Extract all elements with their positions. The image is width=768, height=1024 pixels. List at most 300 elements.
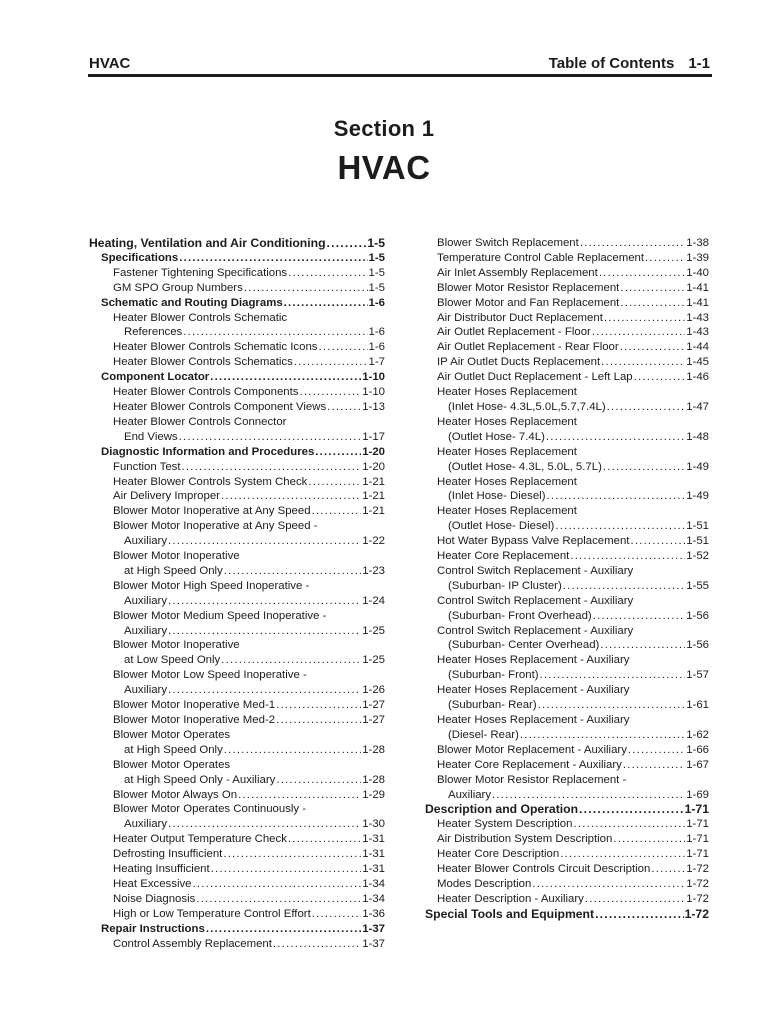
toc-entry-page: 1-6: [368, 326, 385, 339]
toc-entry: [425, 460, 709, 475]
toc-entry: [425, 445, 709, 460]
toc-entry-page: 1-37: [362, 937, 385, 950]
toc-entry-page: 1-24: [362, 594, 385, 607]
toc-entry-title: Blower Motor High Speed Inoperative -: [113, 579, 310, 592]
toc-entry: [425, 877, 709, 892]
toc-entry-title: Heat Excessive: [113, 877, 192, 890]
toc-entry-title: End Views: [124, 430, 178, 443]
toc-leader-dots: [620, 281, 685, 296]
toc-entry-page: 1-49: [686, 490, 709, 503]
toc-entry-title: Control Switch Replacement - Auxiliary: [437, 594, 634, 607]
toc-entry-title: Control Switch Replacement - Auxiliary: [437, 624, 634, 637]
toc-leader-dots: [555, 519, 685, 534]
toc-leader-dots: [238, 788, 361, 803]
toc-leader-dots: [546, 430, 685, 445]
toc-entry-title: (Suburban- Front Overhead): [448, 609, 592, 622]
toc-entry-title: Fastener Tightening Specifications: [113, 266, 288, 279]
toc-leader-dots: [580, 236, 685, 251]
toc-entry: [425, 430, 709, 445]
toc-leader-dots: [579, 802, 684, 817]
toc-entry: [425, 489, 709, 504]
toc-leader-dots: [560, 847, 685, 862]
toc-leader-dots: [182, 460, 362, 475]
toc-leader-dots: [284, 296, 368, 311]
toc-entry: [89, 922, 385, 937]
toc-entry-title: Heater Blower Controls Schematic Icons: [113, 341, 318, 354]
toc-entry-page: 1-6: [368, 296, 385, 309]
toc-entry: [89, 773, 385, 788]
toc-leader-dots: [276, 698, 361, 713]
toc-entry: [425, 311, 709, 326]
toc-entry-title: Heater Blower Controls Schematics: [113, 356, 293, 369]
toc-entry-page: 1-36: [362, 907, 385, 920]
toc-leader-dots: [620, 296, 685, 311]
toc-entry-title: Blower Motor Operates Continuously -: [113, 803, 307, 816]
toc-leader-dots: [563, 579, 685, 594]
toc-entry: [425, 907, 709, 922]
toc-entry-page: 1-20: [362, 460, 385, 473]
toc-entry: [425, 683, 709, 698]
toc-entry-page: 1-34: [362, 892, 385, 905]
toc-entry-page: 1-72: [686, 863, 709, 876]
toc-entry-title: Heater Hoses Replacement: [437, 386, 577, 399]
toc-entry-title: Special Tools and Equipment: [425, 906, 595, 921]
toc-entry-page: 1-48: [686, 430, 709, 443]
toc-leader-dots: [221, 489, 361, 504]
toc-entry: [425, 475, 709, 490]
toc-leader-dots: [604, 311, 685, 326]
toc-entry-title: (Suburban- Rear): [448, 699, 537, 712]
toc-entry-title: References: [124, 326, 183, 339]
toc-entry-page: 1-52: [686, 550, 709, 563]
toc-leader-dots: [603, 460, 685, 475]
toc-entry: [89, 311, 385, 326]
toc-entry-title: Blower Motor Medium Speed Inoperative -: [113, 609, 327, 622]
toc-leader-dots: [168, 683, 361, 698]
toc-entry-title: Heater Hoses Replacement: [437, 445, 577, 458]
toc-leader-dots: [593, 609, 685, 624]
toc-entry-page: 1-55: [686, 579, 709, 592]
toc-entry: [89, 445, 385, 460]
toc-entry-title: Heater Blower Controls Components: [113, 386, 299, 399]
toc-entry: [89, 236, 385, 251]
toc-leader-dots: [651, 862, 685, 877]
toc-entry-page: 1-25: [362, 654, 385, 667]
toc-leader-dots: [294, 355, 368, 370]
toc-entry: [425, 385, 709, 400]
toc-entry-title: Heater Hoses Replacement - Auxiliary: [437, 714, 630, 726]
toc-leader-dots: [600, 638, 685, 653]
toc-entry-title: Control Assembly Replacement: [113, 937, 272, 950]
toc-entry: [89, 728, 385, 743]
toc-entry-title: Heater System Description: [437, 818, 573, 831]
toc-entry-title: IP Air Outlet Ducts Replacement: [437, 356, 601, 369]
toc-leader-dots: [288, 832, 361, 847]
toc-entry: [425, 251, 709, 266]
toc-entry: [425, 400, 709, 415]
toc-entry: [425, 847, 709, 862]
toc-entry-title: Auxiliary: [448, 788, 492, 801]
toc-leader-dots: [276, 713, 361, 728]
toc-entry-title: Function Test: [113, 460, 181, 473]
toc-entry: [89, 713, 385, 728]
toc-entry: [425, 266, 709, 281]
section-title: HVAC: [337, 149, 431, 186]
toc-entry-page: 1-66: [686, 743, 709, 756]
toc-entry-title: Auxiliary: [124, 624, 168, 637]
toc-entry-title: Heater Blower Controls Component Views: [113, 400, 327, 413]
toc-leader-dots: [645, 251, 685, 266]
toc-entry: [425, 534, 709, 549]
toc-entry-title: Repair Instructions: [101, 922, 205, 935]
toc-entry: [89, 370, 385, 385]
toc-entry-title: Blower Motor Operates: [113, 728, 231, 741]
toc-entry-page: 1-56: [686, 609, 709, 622]
toc-entry: [89, 430, 385, 445]
header-title: Table of Contents: [548, 55, 675, 72]
toc-entry-page: 1-71: [686, 818, 709, 831]
toc-entry: [89, 475, 385, 490]
toc-entry-page: 1-29: [362, 788, 385, 801]
toc-leader-dots: [312, 504, 362, 519]
toc-entry-title: Air Distribution System Description: [437, 833, 613, 846]
toc-entry: [89, 877, 385, 892]
toc-entry-page: 1-72: [684, 906, 709, 921]
toc-entry: [89, 788, 385, 803]
toc-entry-title: Heater Hoses Replacement: [437, 505, 577, 518]
toc-entry-title: Blower Motor Inoperative: [113, 639, 240, 652]
toc-entry: [425, 549, 709, 564]
toc-entry: [89, 460, 385, 475]
toc-leader-dots: [599, 266, 685, 281]
toc-leader-dots: [183, 325, 367, 340]
toc-entry: [89, 892, 385, 907]
toc-leader-dots: [327, 400, 361, 415]
toc-entry-page: 1-71: [686, 848, 709, 861]
toc-entry-page: 1-57: [686, 669, 709, 682]
toc-entry-page: 1-51: [686, 535, 709, 548]
toc-entry: [425, 892, 709, 907]
toc-entry-page: 1-39: [686, 251, 709, 264]
toc-entry: [425, 817, 709, 832]
toc-leader-dots: [532, 877, 685, 892]
toc-entry: [89, 609, 385, 624]
toc-entry-page: 1-38: [686, 237, 709, 249]
toc-entry-page: 1-49: [686, 460, 709, 473]
toc-entry-title: Air Outlet Duct Replacement - Left Lap: [437, 371, 633, 384]
toc-leader-dots: [308, 475, 361, 490]
toc-leader-dots: [179, 430, 362, 445]
toc-entry-page: 1-5: [367, 236, 385, 250]
toc-entry-title: (Outlet Hose- 7.4L): [448, 430, 545, 443]
toc-entry-page: 1-26: [362, 684, 385, 697]
toc-entry-title: Defrosting Insufficient: [113, 848, 223, 861]
toc-entry: [425, 773, 709, 788]
toc-entry-page: 1-71: [686, 833, 709, 846]
toc-entry-title: Schematic and Routing Diagrams: [101, 296, 283, 309]
toc-entry: [89, 564, 385, 579]
toc-entry-title: Blower Motor Inoperative Med-2: [113, 714, 276, 726]
toc-entry: [89, 355, 385, 370]
toc-left-column: [89, 236, 385, 952]
toc-leader-dots: [315, 445, 361, 460]
toc-entry-page: 1-30: [362, 818, 385, 831]
toc-leader-dots: [613, 832, 685, 847]
toc-entry-title: Blower Motor Resistor Replacement: [437, 281, 620, 294]
toc-entry-page: 1-31: [362, 863, 385, 876]
toc-entry: [425, 728, 709, 743]
toc-entry-page: 1-31: [362, 833, 385, 846]
header-section-name: HVAC: [89, 55, 131, 72]
toc-leader-dots: [623, 758, 685, 773]
toc-entry: [89, 847, 385, 862]
toc-entry-title: at High Speed Only: [124, 743, 223, 756]
toc-entry-title: GM SPO Group Numbers: [113, 281, 243, 294]
toc-entry-page: 1-27: [362, 699, 385, 712]
toc-entry-title: Heating, Ventilation and Air Conditioning: [89, 236, 326, 250]
toc-leader-dots: [630, 534, 685, 549]
toc-entry: [89, 653, 385, 668]
toc-entry-title: Blower Motor Inoperative at Any Speed -: [113, 520, 318, 533]
toc-entry-title: at High Speed Only: [124, 564, 223, 577]
toc-leader-dots: [224, 564, 361, 579]
toc-entry: [89, 594, 385, 609]
toc-leader-dots: [546, 489, 685, 504]
toc-leader-dots: [520, 728, 685, 743]
toc-leader-dots: [273, 937, 361, 952]
toc-entry: [425, 802, 709, 817]
toc-leader-dots: [628, 743, 685, 758]
toc-entry: [89, 400, 385, 415]
toc-entry: [425, 668, 709, 683]
toc-entry: [425, 579, 709, 594]
toc-leader-dots: [206, 922, 361, 937]
toc-entry: [89, 937, 385, 952]
toc-entry-title: Heater Description - Auxiliary: [437, 892, 584, 905]
toc-leader-dots: [592, 325, 685, 340]
toc-entry: [89, 817, 385, 832]
toc-entry: [89, 266, 385, 281]
toc-entry-page: 1-21: [362, 505, 385, 518]
toc-right-column: [425, 236, 709, 922]
toc-entry-page: 1-5: [368, 251, 385, 264]
toc-entry: [425, 519, 709, 534]
header-rule: [88, 74, 712, 77]
toc-entry: [89, 862, 385, 877]
toc-entry: [89, 624, 385, 639]
toc-entry: [425, 624, 709, 639]
toc-entry-title: (Inlet Hose- 4.3L,5.0L,5.7,7.4L): [448, 400, 606, 413]
toc-entry: [425, 281, 709, 296]
toc-entry-page: 1-13: [362, 400, 385, 413]
toc-entry-title: (Diesel- Rear): [448, 728, 519, 741]
toc-entry-page: 1-47: [686, 400, 709, 413]
toc-entry-title: Blower Motor Low Speed Inoperative -: [113, 669, 307, 682]
toc-entry: [425, 758, 709, 773]
toc-entry-page: 1-61: [686, 699, 709, 712]
toc-entry-page: 1-20: [362, 445, 385, 458]
toc-leader-dots: [223, 847, 361, 862]
toc-entry-page: 1-10: [362, 371, 385, 384]
toc-entry-title: Heater Blower Controls System Check: [113, 475, 308, 488]
toc-leader-dots: [595, 907, 684, 922]
toc-entry-title: Blower Motor Always On: [113, 788, 238, 801]
toc-entry: [425, 713, 709, 728]
toc-entry-title: at Low Speed Only: [124, 654, 221, 667]
toc-entry-page: 1-34: [362, 877, 385, 890]
toc-entry: [425, 594, 709, 609]
toc-entry: [89, 698, 385, 713]
toc-entry-title: Auxiliary: [124, 818, 168, 831]
toc-leader-dots: [634, 370, 686, 385]
toc-entry: [89, 683, 385, 698]
toc-entry-title: Heater Blower Controls Connector: [113, 415, 287, 428]
toc-entry: [89, 802, 385, 817]
toc-leader-dots: [607, 400, 686, 415]
toc-entry: [89, 415, 385, 430]
toc-leader-dots: [570, 549, 685, 564]
toc-leader-dots: [196, 892, 361, 907]
toc-entry-page: 1-37: [362, 922, 385, 935]
toc-entry: [89, 504, 385, 519]
toc-entry: [89, 251, 385, 266]
toc-entry-title: Heater Blower Controls Circuit Description: [437, 863, 651, 876]
toc-entry-title: Auxiliary: [124, 684, 168, 697]
toc-entry: [89, 743, 385, 758]
toc-entry: [89, 907, 385, 922]
toc-entry-page: 1-41: [686, 281, 709, 294]
toc-entry-title: (Suburban- Front): [448, 669, 539, 682]
toc-entry-page: 1-5: [368, 266, 385, 279]
toc-entry-title: (Suburban- IP Cluster): [448, 579, 562, 592]
toc-entry-title: Blower Motor Inoperative: [113, 550, 240, 563]
toc-entry: [89, 832, 385, 847]
toc-entry-title: Heater Hoses Replacement - Auxiliary: [437, 654, 630, 667]
toc-entry-title: (Inlet Hose- Diesel): [448, 490, 546, 503]
toc-entry-title: Air Outlet Replacement - Rear Floor: [437, 341, 619, 354]
toc-entry-page: 1-22: [362, 535, 385, 548]
toc-entry: [89, 519, 385, 534]
toc-leader-dots: [168, 624, 361, 639]
toc-entry-page: 1-44: [686, 341, 709, 354]
toc-entry-page: 1-45: [686, 356, 709, 369]
toc-leader-dots: [168, 534, 361, 549]
toc-leader-dots: [620, 340, 686, 355]
header-right: [549, 55, 710, 72]
toc-entry-page: 1-72: [686, 892, 709, 905]
toc-entry-page: 1-25: [362, 624, 385, 637]
toc-leader-dots: [312, 907, 361, 922]
toc-entry-title: Modes Description: [437, 877, 532, 890]
toc-leader-dots: [221, 653, 361, 668]
toc-entry-page: 1-71: [684, 802, 709, 817]
toc-entry-page: 1-17: [362, 430, 385, 443]
toc-leader-dots: [601, 355, 685, 370]
toc-entry: [89, 638, 385, 653]
toc-entry: [89, 340, 385, 355]
toc-entry: [425, 653, 709, 668]
toc-entry-page: 1-5: [368, 281, 385, 294]
toc-entry-title: Noise Diagnosis: [113, 892, 196, 905]
toc-entry-title: Auxiliary: [124, 535, 168, 548]
toc-entry-title: Control Switch Replacement - Auxiliary: [437, 564, 634, 577]
toc-entry-page: 1-10: [362, 386, 385, 399]
toc-entry-page: 1-27: [362, 714, 385, 726]
toc-entry-title: Blower Motor Resistor Replacement -: [437, 773, 627, 786]
toc-entry-title: Air Inlet Assembly Replacement: [437, 266, 598, 279]
toc-entry-page: 1-67: [686, 758, 709, 771]
toc-entry: [425, 355, 709, 370]
toc-entry: [89, 668, 385, 683]
toc-entry-title: Air Delivery Improper: [113, 490, 220, 503]
toc-entry-page: 1-21: [362, 490, 385, 503]
toc-entry-page: 1-56: [686, 639, 709, 652]
toc-entry: [89, 758, 385, 773]
toc-entry: [89, 385, 385, 400]
toc-entry-title: Diagnostic Information and Procedures: [101, 445, 315, 458]
toc-leader-dots: [327, 236, 367, 251]
toc-leader-dots: [585, 892, 685, 907]
toc-entry-title: Auxiliary: [124, 594, 168, 607]
toc-entry-title: Heater Blower Controls Schematic: [113, 311, 288, 324]
toc-entry-title: (Outlet Hose- 4.3L, 5.0L, 5.7L): [448, 460, 602, 473]
toc-leader-dots: [540, 668, 686, 683]
toc-entry: [425, 340, 709, 355]
toc-entry: [425, 638, 709, 653]
toc-entry-page: 1-46: [686, 371, 709, 384]
toc-entry-title: Heating Insufficient: [113, 863, 210, 876]
toc-entry-title: (Suburban- Center Overhead): [448, 639, 600, 652]
toc-entry-title: Blower Motor Replacement - Auxiliary: [437, 743, 627, 756]
toc-entry-page: 1-40: [686, 266, 709, 279]
toc-entry-title: Heater Core Replacement - Auxiliary: [437, 758, 622, 771]
toc-entry-title: Heater Core Description: [437, 848, 560, 861]
toc-entry-page: 1-28: [362, 773, 385, 786]
toc-entry-page: 1-41: [686, 296, 709, 309]
toc-leader-dots: [276, 773, 361, 788]
toc-entry: [89, 549, 385, 564]
toc-entry-title: Heater Hoses Replacement: [437, 415, 577, 428]
toc-entry: [425, 698, 709, 713]
toc-entry-title: Heater Core Replacement: [437, 550, 570, 563]
toc-entry-title: Blower Motor Inoperative Med-1: [113, 699, 276, 712]
toc-entry-page: 1-31: [362, 848, 385, 861]
toc-entry-page: 1-7: [368, 356, 385, 369]
toc-entry: [425, 296, 709, 311]
toc-entry: [425, 564, 709, 579]
toc-leader-dots: [244, 281, 368, 296]
toc-leader-dots: [211, 862, 362, 877]
toc-leader-dots: [492, 788, 685, 803]
toc-entry-page: 1-23: [362, 564, 385, 577]
toc-entry: [89, 579, 385, 594]
toc-entry-page: 1-72: [686, 877, 709, 890]
toc-entry: [425, 370, 709, 385]
toc-leader-dots: [210, 370, 361, 385]
toc-entry-title: Blower Switch Replacement: [437, 237, 579, 249]
toc-entry-title: Component Locator: [101, 371, 210, 384]
toc-entry: [425, 788, 709, 803]
toc-leader-dots: [318, 340, 367, 355]
toc-leader-dots: [300, 385, 362, 400]
toc-entry: [425, 609, 709, 624]
toc-leader-dots: [168, 817, 361, 832]
toc-entry: [89, 489, 385, 504]
toc-entry-title: Specifications: [101, 251, 179, 264]
toc-entry-title: High or Low Temperature Control Effort: [113, 907, 311, 920]
toc-entry-title: Heater Hoses Replacement - Auxiliary: [437, 684, 630, 697]
toc-entry: [425, 832, 709, 847]
